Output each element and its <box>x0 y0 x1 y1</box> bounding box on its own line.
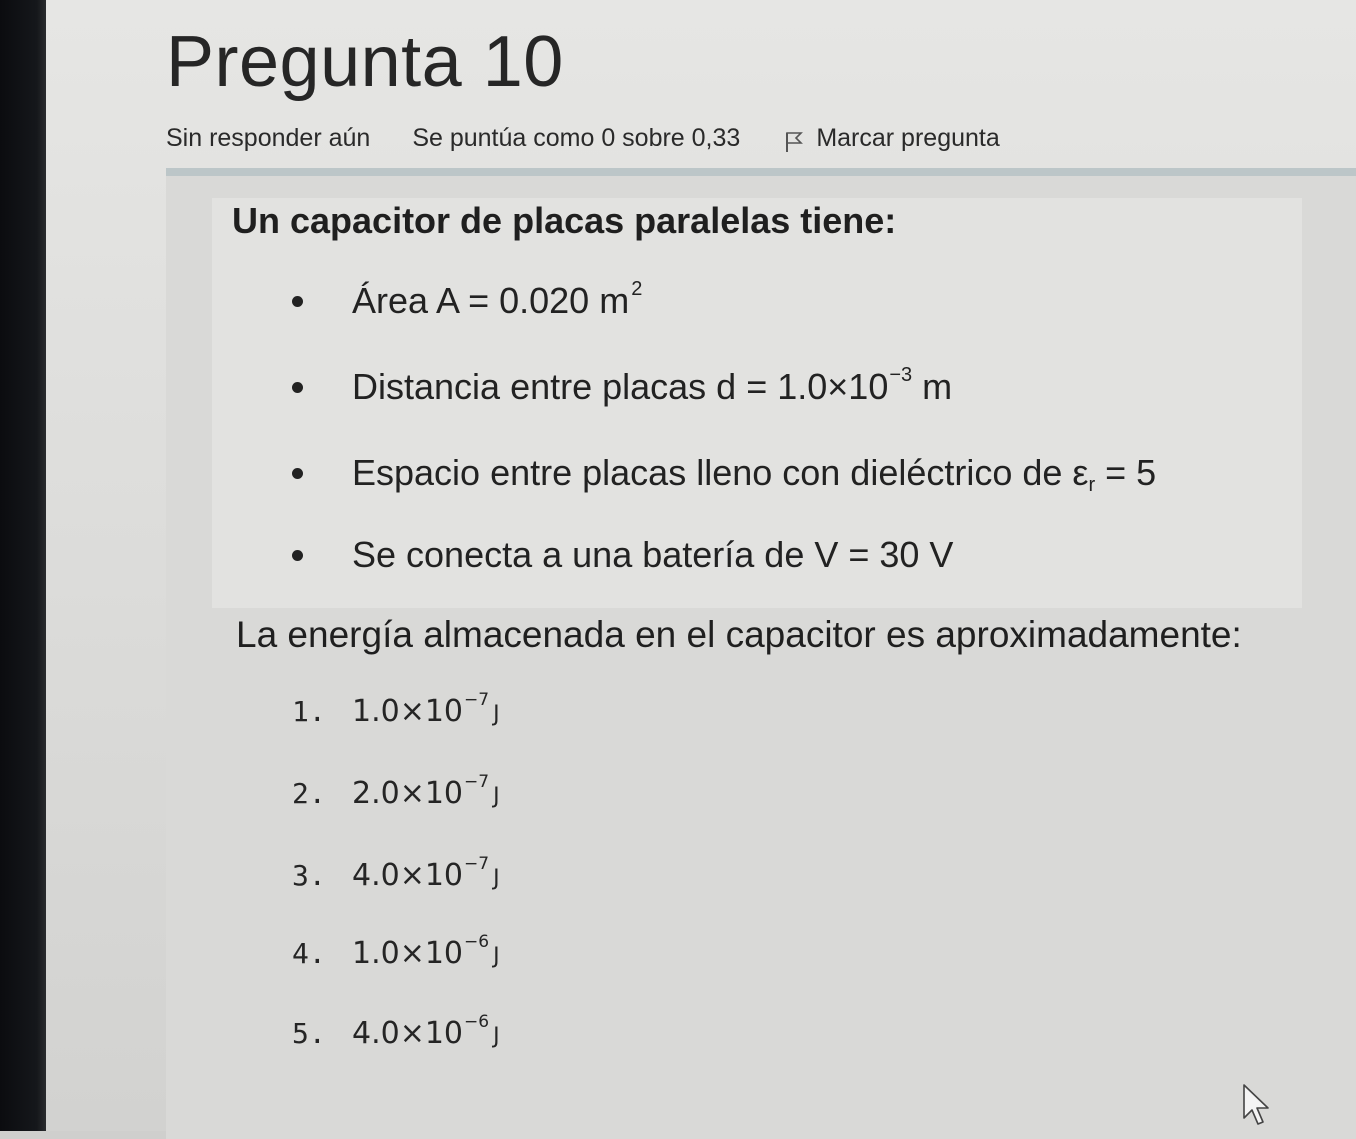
flag-question-label[interactable]: Marcar pregunta <box>816 124 1000 152</box>
question-status: Sin responder aún <box>166 124 371 152</box>
given-area-exponent: 2 <box>631 278 643 300</box>
monitor-bezel <box>0 0 46 1131</box>
answer-option-3[interactable] <box>292 856 500 893</box>
option-value: 1.0×10 <box>352 936 464 971</box>
answer-option-5[interactable] <box>292 1014 500 1051</box>
bullet-icon <box>292 296 303 307</box>
option-value: 2.0×10 <box>352 776 464 811</box>
answer-option-4[interactable] <box>292 934 500 971</box>
given-dielectric-value: = 5 <box>1095 452 1157 493</box>
option-exponent: −7 <box>464 854 490 874</box>
option-unit: J <box>493 944 500 969</box>
question-intro: Un capacitor de placas paralelas tiene: <box>232 200 897 241</box>
given-dielectric-subscript: r <box>1088 474 1096 496</box>
option-unit: J <box>493 702 500 727</box>
given-distance-unit: m <box>912 366 953 407</box>
question-info-bar <box>166 124 1000 153</box>
option-value: 1.0×10 <box>352 694 464 729</box>
bullet-icon <box>292 550 303 561</box>
given-distance-text: Distancia entre placas d = 1.0×10 <box>352 366 889 407</box>
bullet-icon <box>292 468 303 479</box>
option-unit: J <box>493 784 500 809</box>
option-exponent: −6 <box>464 1012 490 1032</box>
option-exponent: −6 <box>464 932 490 952</box>
option-number: 1. <box>292 695 326 728</box>
given-area-text: Área A = 0.020 m <box>352 280 630 321</box>
option-value: 4.0×10 <box>352 1016 464 1051</box>
question-prompt: La energía almacenada en el capacitor es aproximadamente: <box>236 614 1242 655</box>
flag-question-button[interactable] <box>784 124 999 153</box>
given-dielectric-text: Espacio entre placas lleno con dieléctrico de ε <box>352 452 1089 493</box>
option-number: 5. <box>292 1017 326 1050</box>
option-exponent: −7 <box>464 690 490 710</box>
answer-option-1[interactable] <box>292 692 500 729</box>
option-exponent: −7 <box>464 772 490 792</box>
given-distance-exponent: −3 <box>889 364 913 386</box>
bullet-icon <box>292 382 303 393</box>
option-unit: J <box>493 1024 500 1049</box>
mouse-cursor-icon <box>1240 1082 1274 1128</box>
given-voltage-text: Se conecta a una batería de V = 30 V <box>352 534 954 575</box>
question-title: Pregunta 10 <box>166 22 564 102</box>
flag-icon[interactable] <box>784 131 804 153</box>
option-unit: J <box>493 866 500 891</box>
option-number: 2. <box>292 777 326 810</box>
option-number: 3. <box>292 859 326 892</box>
answer-option-2[interactable] <box>292 774 500 811</box>
option-value: 4.0×10 <box>352 858 464 893</box>
question-grade: Se puntúa como 0 sobre 0,33 <box>412 124 741 152</box>
option-number: 4. <box>292 937 326 970</box>
